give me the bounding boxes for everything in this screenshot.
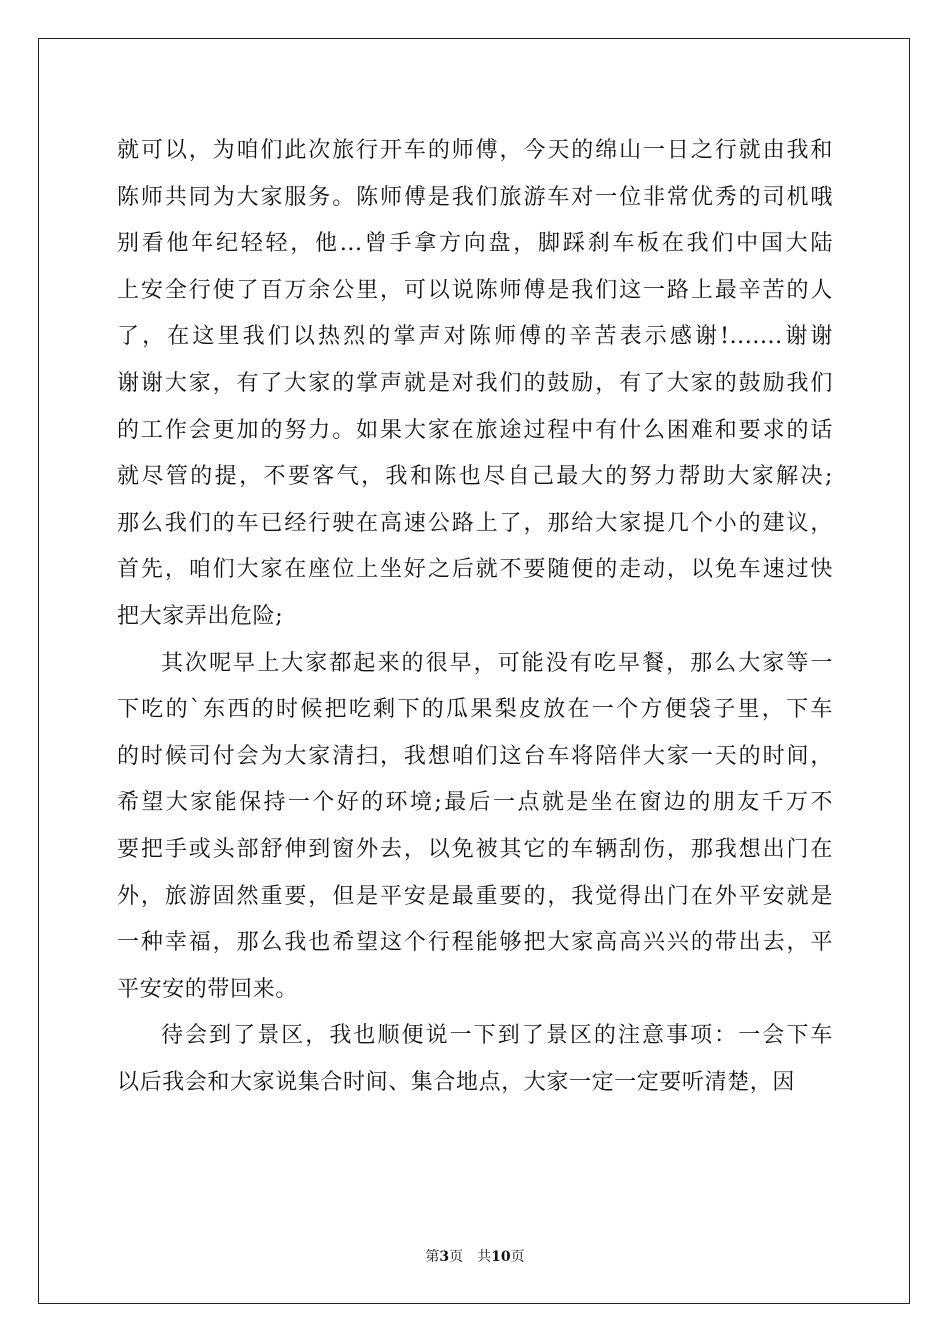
text-line: 一种幸福，那么我也希望这个行程能够把大家高高兴兴的带出去，平 [117,930,833,956]
text-line: 下吃的`东西的时候把吃剩下的瓜果梨皮放在一个方便袋子里，下车 [117,697,833,723]
paragraph [117,641,833,1014]
text-line: 首先，咱们大家在座位上坐好之后就不要随便的走动，以免车速过快 [117,557,833,583]
text-line: 陈师共同为大家服务。陈师傅是我们旅游车对一位非常优秀的司机哦 [117,184,833,210]
footer-page-prefix: 第 [425,1249,440,1265]
footer-total-number: 10 [491,1249,511,1265]
footer-page-suffix: 页 [449,1249,464,1265]
text-line: 上安全行使了百万余公里，可以说陈师傅是我们这一路上最辛苦的人 [117,277,833,303]
paragraph [117,128,833,641]
text-line: 待会到了景区，我也顺便说一下到了景区的注意事项：一会下车 [161,1023,833,1049]
text-line: 其次呢早上大家都起来的很早，可能没有吃早餐，那么大家等一 [161,650,833,676]
text-line: 以后我会和大家说集合时间、集合地点，大家一定一定要听清楚，因 [117,1069,796,1095]
footer-page-number: 3 [439,1249,450,1265]
footer-total-suffix: 页 [510,1249,525,1265]
footer-total-prefix: 共 [477,1249,492,1265]
text-line: 平安安的带回来。 [117,976,298,1002]
text-line: 把大家弄出危险; [117,603,284,629]
text-line: 的工作会更加的努力。如果大家在旅途过程中有什么困难和要求的话 [117,417,833,443]
text-line: 希望大家能保持一个好的环境;最后一点就是坐在窗边的朋友千万不 [117,790,833,816]
page-footer [0,1248,950,1266]
text-line: 外，旅游固然重要，但是平安是最重要的，我觉得出门在外平安就是 [117,883,833,909]
paragraph [117,1013,833,1106]
text-line: 就尽管的提，不要客气，我和陈也尽自己最大的努力帮助大家解决; [117,464,833,490]
text-line: 别看他年纪轻轻，他...曾手拿方向盘，脚踩刹车板在我们中国大陆 [117,231,833,257]
text-line: 要把手或头部舒伸到窗外去，以免被其它的车辆刮伤，那我想出门在 [117,836,833,862]
text-line: 谢谢大家，有了大家的掌声就是对我们的鼓励，有了大家的鼓励我们 [117,370,833,396]
document-body [117,128,833,1106]
text-line: 就可以，为咱们此次旅行开车的师傅，今天的绵山一日之行就由我和 [117,138,833,163]
text-line: 的时候司付会为大家清扫，我想咱们这台车将陪伴大家一天的时间， [117,743,833,769]
text-line: 了，在这里我们以热烈的掌声对陈师傅的辛苦表示感谢!.......谢谢 [117,324,833,350]
text-line: 那么我们的车已经行驶在高速公路上了，那给大家提几个小的建议， [117,510,833,536]
